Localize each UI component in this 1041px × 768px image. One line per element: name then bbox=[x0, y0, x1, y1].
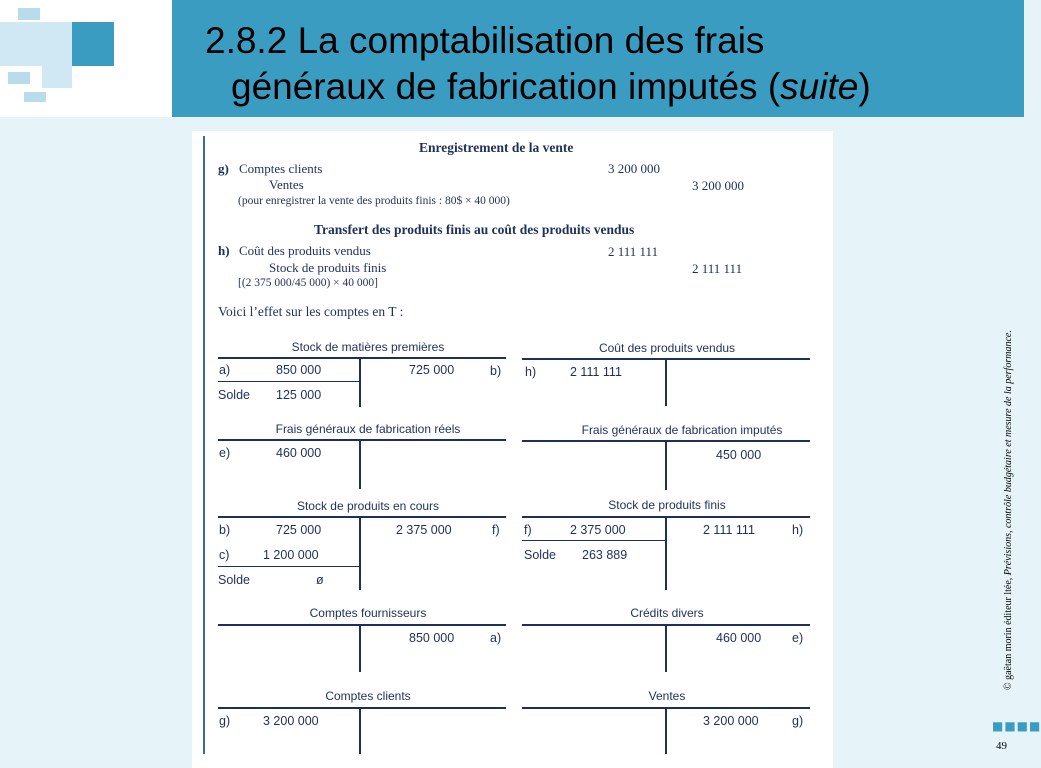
t-account-debit: 850 000 bbox=[276, 363, 322, 377]
section-header: Transfert des produits finis au coût des produits vendus bbox=[314, 222, 635, 237]
decorative-dots: ■■■■ bbox=[992, 719, 1041, 733]
t-account-ref: f) bbox=[492, 523, 500, 537]
t-accounts-intro: Voici l’effet sur les comptes en T : bbox=[218, 304, 404, 319]
t-account-balance: 263 889 bbox=[582, 548, 628, 562]
entry-letter: h) bbox=[218, 243, 230, 258]
t-account-balance-label: Solde bbox=[218, 573, 250, 587]
t-account-credit: 850 000 bbox=[409, 631, 455, 645]
t-account-credit: 3 200 000 bbox=[703, 714, 759, 728]
t-account-ref: a) bbox=[490, 631, 502, 645]
t-account-ref: c) bbox=[219, 548, 230, 562]
logo-square bbox=[8, 72, 30, 84]
debit-account: Coût des produits vendus bbox=[239, 243, 371, 258]
logo-square bbox=[72, 22, 114, 66]
t-account-debit: 725 000 bbox=[276, 523, 322, 537]
copyright-notice bbox=[1003, 185, 1014, 690]
t-account-debit: 2 375 000 bbox=[570, 523, 626, 537]
t-account-ref: b) bbox=[490, 364, 502, 378]
t-account-ref: g) bbox=[219, 714, 231, 728]
book-title: Prévisions, contrôle budgétaire et mesure de la performance. bbox=[1003, 330, 1014, 576]
t-account-debit: 460 000 bbox=[276, 446, 322, 460]
t-account-ref: e) bbox=[219, 446, 231, 460]
t-account-balance: 125 000 bbox=[276, 388, 322, 402]
t-account-debit: 1 200 000 bbox=[263, 548, 319, 562]
t-account-ref: h) bbox=[525, 365, 537, 379]
entry-note: [(2 375 000/45 000) × 40 000] bbox=[238, 277, 378, 289]
credit-account: Ventes bbox=[269, 177, 304, 192]
t-account-debit: 2 111 111 bbox=[570, 365, 622, 379]
t-account-debit: 3 200 000 bbox=[263, 714, 319, 728]
logo-square bbox=[24, 92, 46, 102]
credit-amount: 2 111 111 bbox=[692, 261, 743, 276]
debit-amount: 2 111 111 bbox=[608, 244, 659, 259]
title-line-1: 2.8.2 La comptabilisation des frais bbox=[205, 20, 765, 61]
title-text: généraux de fabrication imputés ( bbox=[231, 66, 781, 107]
logo-square bbox=[0, 22, 72, 66]
copyright-text: © gaëtan morin éditeur ltée, bbox=[1003, 575, 1014, 690]
t-account-ref: a) bbox=[219, 363, 231, 377]
t-account-credit: 2 375 000 bbox=[396, 523, 452, 537]
debit-amount: 3 200 000 bbox=[608, 161, 660, 176]
t-account-title: Frais généraux de fabrication imputés bbox=[581, 423, 783, 437]
t-account-balance-label: Solde bbox=[218, 388, 250, 402]
t-account-ref: g) bbox=[792, 714, 804, 728]
t-account-credit: 725 000 bbox=[409, 363, 455, 377]
credit-account: Stock de produits finis bbox=[269, 260, 387, 275]
t-account-title: Stock de produits en cours bbox=[296, 499, 440, 513]
t-account-title: Comptes clients bbox=[325, 689, 411, 703]
credit-amount: 3 200 000 bbox=[692, 178, 744, 193]
t-account-title: Ventes bbox=[648, 689, 686, 703]
title-italic: suite bbox=[780, 66, 859, 107]
entry-letter: g) bbox=[218, 161, 229, 176]
logo-square bbox=[42, 66, 72, 88]
t-account-title: Stock de matières premières bbox=[291, 340, 445, 354]
logo-square bbox=[18, 8, 40, 20]
t-account-balance: ø bbox=[316, 573, 324, 587]
slide-title bbox=[205, 18, 1015, 110]
t-account-credit: 2 111 111 bbox=[703, 523, 755, 537]
t-account-credit: 450 000 bbox=[716, 448, 762, 462]
page-margin-rule bbox=[203, 136, 205, 754]
t-account-ref: e) bbox=[792, 631, 804, 645]
section-header: Enregistrement de la vente bbox=[419, 140, 574, 155]
t-account-title: Frais généraux de fabrication réels bbox=[275, 422, 461, 436]
title-line-2 bbox=[205, 64, 1015, 110]
title-text: ) bbox=[858, 66, 871, 107]
t-account-ref: b) bbox=[219, 523, 231, 537]
page-number: 49 bbox=[996, 740, 1007, 752]
t-account-title: Crédits divers bbox=[630, 606, 704, 620]
t-account-title: Comptes fournisseurs bbox=[309, 606, 427, 620]
t-account-ref: f) bbox=[524, 523, 532, 537]
t-account-title: Stock de produits finis bbox=[608, 498, 726, 512]
t-account-balance-label: Solde bbox=[524, 548, 556, 562]
t-account-title: Coût des produits vendus bbox=[598, 341, 736, 355]
t-account-credit: 460 000 bbox=[716, 631, 762, 645]
t-account-ref: h) bbox=[792, 523, 804, 537]
entry-note: (pour enregistrer la vente des produits finis : 80$ × 40 000) bbox=[238, 195, 510, 207]
debit-account: Comptes clients bbox=[239, 161, 323, 176]
logo-area bbox=[0, 0, 172, 117]
